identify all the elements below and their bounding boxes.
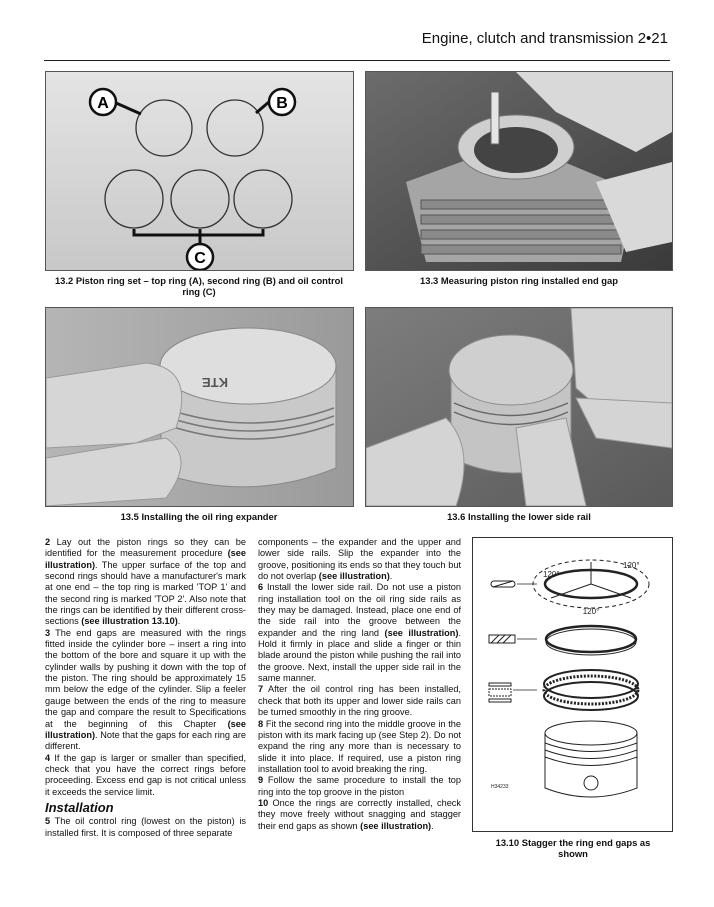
figure-13-6-caption: 13.6 Installing the lower side rail xyxy=(447,511,591,522)
installation-heading: Installation xyxy=(45,799,114,815)
piston-diagram xyxy=(545,721,637,797)
step-6: 6 Install the lower side rail. Do not use a piston ring installation tool on the oil ring side rails as they may be damaged. Instead, place one end of the side rail into the groove between the expander and the ring land (see illustration). Hold it firmly in place and slide a finger or thin blade around the piston while pushing the rail into the groove. Next, install the upper side rail in the same manner. xyxy=(258,582,461,684)
step-7: 7 After the oil control ring has been installed, check that both its upper and lower side rails can be turned smoothly in the ring groove. xyxy=(258,684,461,718)
feeler-gauge xyxy=(491,92,499,144)
figure-13-5-photo xyxy=(45,307,354,507)
step-3: 3 The end gaps are measured with the rings fitted inside the cylinder bore – insert a ring into the bottom of the bore and square it up with the cylinder walls by pushing it down with the top of the piston. The ring should be approximately 15 mm below the edge of the cylinder. Slip a feeler gauge between the ends of the ring to measure the gap and compare the result to Specifications at the beginning of this Chapter (see illustration). Note that the gaps for each ring are different. xyxy=(45,627,246,752)
step-9: 9 Follow the same procedure to install the top ring into the top groove in the piston xyxy=(258,775,461,797)
top-ring-section-icon xyxy=(491,581,515,587)
second-ring-diagram xyxy=(546,626,636,652)
angle-label-2: 120° xyxy=(623,561,640,570)
figure-13-5-caption: 13.5 Installing the oil ring expander xyxy=(120,511,278,522)
label-b-marker xyxy=(269,89,295,115)
label-c-marker xyxy=(187,244,213,270)
figure-13-10-caption: 13.10 Stagger the ring end gaps as shown xyxy=(495,837,651,859)
oil-ring-section-icon xyxy=(489,683,511,702)
step-8: 8 Fit the second ring into the middle groove in the piston with its mark facing up (see Step 2). Do not expand the ring any more than is necessary to slide it into place. If required, use a piston ring installation tool to avoid breaking the ring. xyxy=(258,718,461,774)
oil-ring-diagram xyxy=(544,670,638,698)
step-5-continued: components – the expander and the upper and lower side rails. Slip the expander into the groove, positioning its ends so that they touch but do not overlap (see illustration). xyxy=(258,537,461,582)
svg-text:A: A xyxy=(97,95,109,112)
angle-label-1: 120° xyxy=(543,570,560,579)
svg-text:KTE: KTE xyxy=(202,375,228,390)
step-5: 5 The oil control ring (lowest on the piston) is installed first. It is composed of three separate xyxy=(45,816,246,838)
header-rule xyxy=(44,60,670,61)
figure-13-2-photo xyxy=(45,71,354,271)
second-ring-section-icon xyxy=(489,635,515,643)
svg-text:B: B xyxy=(276,95,288,112)
label-a-marker xyxy=(90,89,116,115)
step-10: 10 Once the rings are correctly installed, check they move freely without snagging and stagger their end gaps as shown (see illustration). xyxy=(258,797,461,831)
text-column-1 xyxy=(45,537,246,839)
diagram-ref: H34233 xyxy=(491,784,509,790)
figure-13-6-photo xyxy=(365,307,673,507)
angle-label-3: 120° xyxy=(582,607,600,616)
text-column-2 xyxy=(258,537,461,832)
figure-13-3-caption: 13.3 Measuring piston ring installed end gap xyxy=(420,275,618,286)
figure-13-3-photo xyxy=(365,71,673,271)
figure-13-10-diagram xyxy=(472,537,673,832)
svg-text:C: C xyxy=(194,250,206,267)
step-4: 4 If the gap is larger or smaller than specified, check that you have the correct rings before proceeding. Excess end gap is not critical unless it exceeds the service limit. xyxy=(45,752,246,797)
figure-13-2-caption: 13.2 Piston ring set – top ring (A), second ring (B) and oil control ring (C) xyxy=(54,275,344,297)
page-header: Engine, clutch and transmission 2•21 xyxy=(421,30,668,47)
step-2: 2 Lay out the piston rings so they can be identified for the measurement procedure (see illustration). The upper surface of the top and second rings should have a manufacturer's mark at one end – the top ring is marked 'TOP 1' and the second ring is marked 'TOP 2'. Also note that the rings can be identified by their different cross-sections (see illustration 13.10). xyxy=(45,537,246,627)
piston xyxy=(160,328,336,487)
